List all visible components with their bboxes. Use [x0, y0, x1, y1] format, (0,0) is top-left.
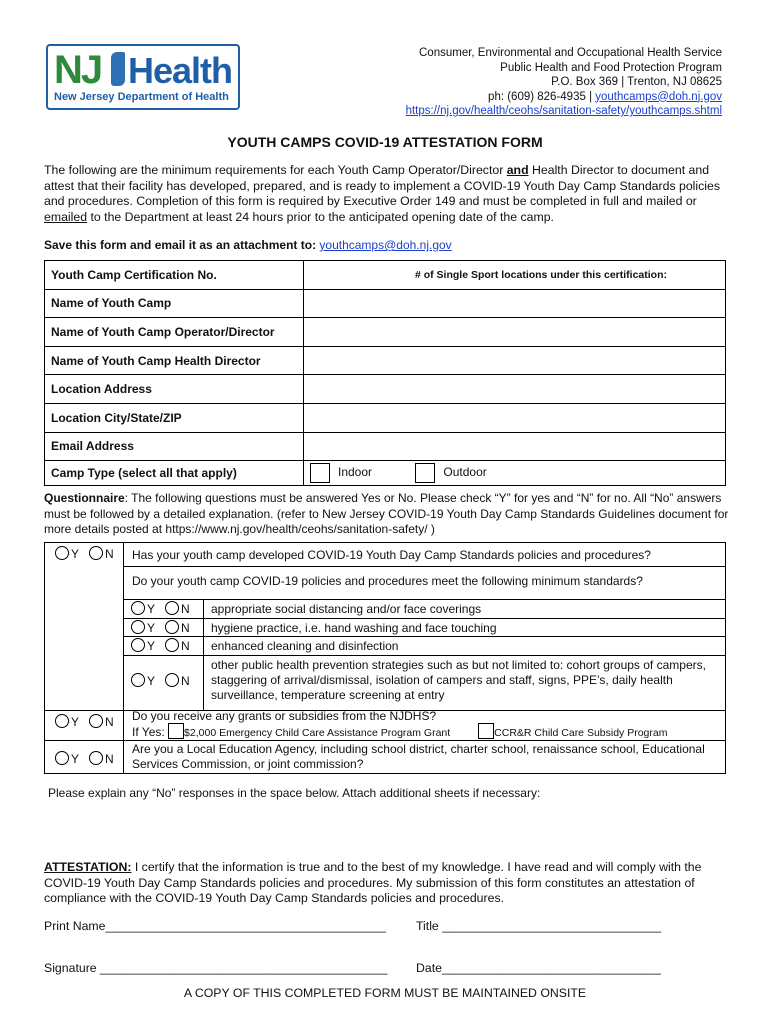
sub1-no-radio[interactable] [165, 601, 179, 615]
sub2-text: hygiene practice, i.e. hand washing and face touching [211, 621, 497, 635]
sub3-no-radio[interactable] [165, 638, 179, 652]
sub2-no-radio[interactable] [165, 620, 179, 634]
intro-paragraph [44, 163, 734, 225]
location-address-field[interactable] [304, 375, 726, 404]
sub1-yes-radio[interactable] [131, 601, 145, 615]
contact-line: Consumer, Environmental and Occupational Health Service [419, 47, 722, 59]
camp-type-label: Camp Type (select all that apply) [45, 461, 304, 486]
ccrr-checkbox[interactable] [478, 723, 494, 739]
cert-number-field[interactable] [304, 261, 726, 290]
yes-label: Y [147, 639, 156, 653]
outdoor-checkbox[interactable] [415, 463, 435, 483]
sport-locations-label: # of Single Sport locations under this certification: [414, 268, 667, 281]
location-city-field[interactable] [304, 403, 726, 432]
table-divider [123, 599, 725, 600]
save-instruction [44, 238, 452, 252]
q1-yes-no [51, 546, 114, 561]
camp-name-label: Name of Youth Camp [45, 289, 304, 318]
sub3-yes-no [127, 638, 190, 653]
contact-line: P.O. Box 369 | Trenton, NJ 08625 [551, 76, 722, 88]
youthcamps-url-link[interactable]: https://nj.gov/health/ceohs/sanitation-safety/youthcamps.shtml [405, 105, 722, 117]
q1-no-radio[interactable] [89, 546, 103, 560]
no-label: N [181, 639, 190, 653]
sub1-text: appropriate social distancing and/or face coverings [211, 602, 482, 616]
explain-instruction: Please explain any “No” responses in the space below. Attach additional sheets if necessary: [48, 786, 541, 800]
questionnaire-instructions [44, 491, 734, 538]
table-divider [123, 566, 725, 567]
sub4-yes-no [127, 673, 190, 688]
health-director-field[interactable] [304, 346, 726, 375]
signature-field[interactable]: Signature __________________________________________ [44, 961, 388, 975]
q3-yes-no [51, 714, 114, 729]
location-city-label: Location City/State/ZIP [45, 403, 304, 432]
save-label: Save this form and email it as an attachment to: [44, 238, 320, 252]
camp-name-field[interactable] [304, 289, 726, 318]
yes-label: Y [147, 674, 156, 688]
intro-text: to the Department at least 24 hours prior to the anticipated opening date of the camp. [87, 209, 554, 224]
sub2-yes-no [127, 620, 190, 635]
yes-label: Y [147, 602, 156, 616]
camp-type-options [304, 461, 726, 486]
table-divider [123, 655, 725, 656]
intro-text: Health Director to document and attest that their facility has developed, prepared, and is ready to implement a COVID-19 Youth Day Camp Standards policies and procedures. Completion of this form is required by Executive Order 149 and must be completed in full and mailed or [44, 163, 721, 208]
contact-email-link[interactable]: youthcamps@doh.nj.gov [595, 90, 722, 103]
if-yes-label: If Yes: [132, 725, 165, 739]
health-director-label: Name of Youth Camp Health Director [45, 346, 304, 375]
attestation-label: ATTESTATION: [44, 860, 132, 874]
intro-and-emphasis: and [506, 163, 529, 177]
logo-health-text: Health [128, 50, 233, 91]
q4-text: Are you a Local Education Agency, including school district, charter school, renaissance school, Educational Services Commission, or joint commission? [132, 742, 705, 771]
phone-text: ph: (609) 826-4935 | [488, 90, 596, 103]
location-address-label: Location Address [45, 375, 304, 404]
logo-nj-text: NJ [54, 48, 102, 92]
q3-yes-radio[interactable] [55, 714, 69, 728]
questions-table [44, 542, 726, 774]
q1-text: Has your youth camp developed COVID-19 Youth Day Camp Standards policies and procedures? [132, 548, 651, 562]
outdoor-label: Outdoor [443, 465, 487, 480]
no-label: N [181, 674, 190, 688]
contact-line: Public Health and Food Protection Program [500, 61, 722, 74]
title-field[interactable]: Title ________________________________ [416, 919, 662, 933]
contact-phone-line [362, 90, 722, 105]
indoor-checkbox[interactable] [310, 463, 330, 483]
ccrr-label: CCR&R Child Care Subsidy Program [494, 727, 668, 739]
yes-label: Y [71, 715, 80, 729]
intro-text: The following are the minimum requirements for each Youth Camp Operator/Director [44, 163, 507, 177]
sub3-yes-radio[interactable] [131, 638, 145, 652]
intro-emailed: emailed [44, 209, 88, 224]
sub4-text: other public health prevention strategies such as but not limited to: cohort groups of campers, staggering of arrival/dismissal, isolation of campers and staff, signs, PPE’s, daily health surveillance, temperature screening at entry [211, 658, 706, 702]
date-field[interactable]: Date________________________________ [416, 961, 661, 975]
yes-label: Y [71, 547, 80, 561]
sub1-yes-no [127, 601, 190, 616]
grant-label: $2,000 Emergency Child Care Assistance Program Grant [184, 727, 451, 739]
cert-number-label: Youth Camp Certification No. [45, 261, 304, 290]
q3-text: Do you receive any grants or subsidies from the NJDHS? [132, 709, 437, 723]
q4-yes-no [51, 751, 114, 766]
questionnaire-label: Questionnaire [44, 491, 125, 505]
q4-yes-radio[interactable] [55, 751, 69, 765]
attestation-text: I certify that the information is true and to the best of my knowledge. I have read and will comply with the COVID-19 Youth Day Camp Standards policies and procedures. My submission of this form constitutes an attestation of compliance with the COVID-19 Youth Day Camp Standards policies and procedures. [44, 860, 702, 905]
sub4-yes-radio[interactable] [131, 673, 145, 687]
no-label: N [105, 752, 114, 766]
camp-info-table [44, 260, 726, 486]
email-address-field[interactable] [304, 432, 726, 461]
explanation-area[interactable] [44, 805, 726, 853]
indoor-label: Indoor [338, 465, 373, 480]
operator-label: Name of Youth Camp Operator/Director [45, 318, 304, 347]
operator-field[interactable] [304, 318, 726, 347]
yes-label: Y [71, 752, 80, 766]
no-label: N [181, 602, 190, 616]
nj-health-logo [46, 44, 240, 110]
table-divider [123, 636, 725, 637]
q1-yes-radio[interactable] [55, 546, 69, 560]
q3-no-radio[interactable] [89, 714, 103, 728]
grant-checkbox[interactable] [168, 723, 184, 739]
q4-no-radio[interactable] [89, 751, 103, 765]
nj-state-icon [111, 52, 125, 86]
form-title: YOUTH CAMPS COVID-19 ATTESTATION FORM [227, 134, 543, 150]
sub2-yes-radio[interactable] [131, 620, 145, 634]
questionnaire-text: : The following questions must be answered Yes or No. Please check “Y” for yes and “N” for no. All “No” answers must be followed by a detailed explanation. (refer to New Jersey COVID-19 Youth Day Camp Standards Guidelines document for more details posted at https://www.nj.gov/health/ceohs/sanitation-safety/ ) [44, 491, 729, 536]
attestation-paragraph [44, 860, 734, 907]
no-label: N [105, 715, 114, 729]
no-label: N [105, 547, 114, 561]
table-divider [123, 543, 124, 773]
sub3-text: enhanced cleaning and disinfection [211, 639, 399, 653]
print-name-field[interactable]: Print Name_________________________________________ [44, 919, 386, 933]
save-email-link[interactable]: youthcamps@doh.nj.gov [319, 238, 452, 252]
q2-text: Do your youth camp COVID-19 policies and procedures meet the following minimum standards? [132, 574, 643, 588]
yes-label: Y [147, 621, 156, 635]
table-divider [123, 618, 725, 619]
email-address-label: Email Address [45, 432, 304, 461]
footer-notice: A COPY OF THIS COMPLETED FORM MUST BE MAINTAINED ONSITE [183, 986, 587, 1000]
contact-block [362, 46, 722, 119]
sub4-no-radio[interactable] [165, 673, 179, 687]
logo-subtitle: New Jersey Department of Health [54, 91, 229, 103]
q3-if-yes-row [132, 723, 667, 741]
no-label: N [181, 621, 190, 635]
